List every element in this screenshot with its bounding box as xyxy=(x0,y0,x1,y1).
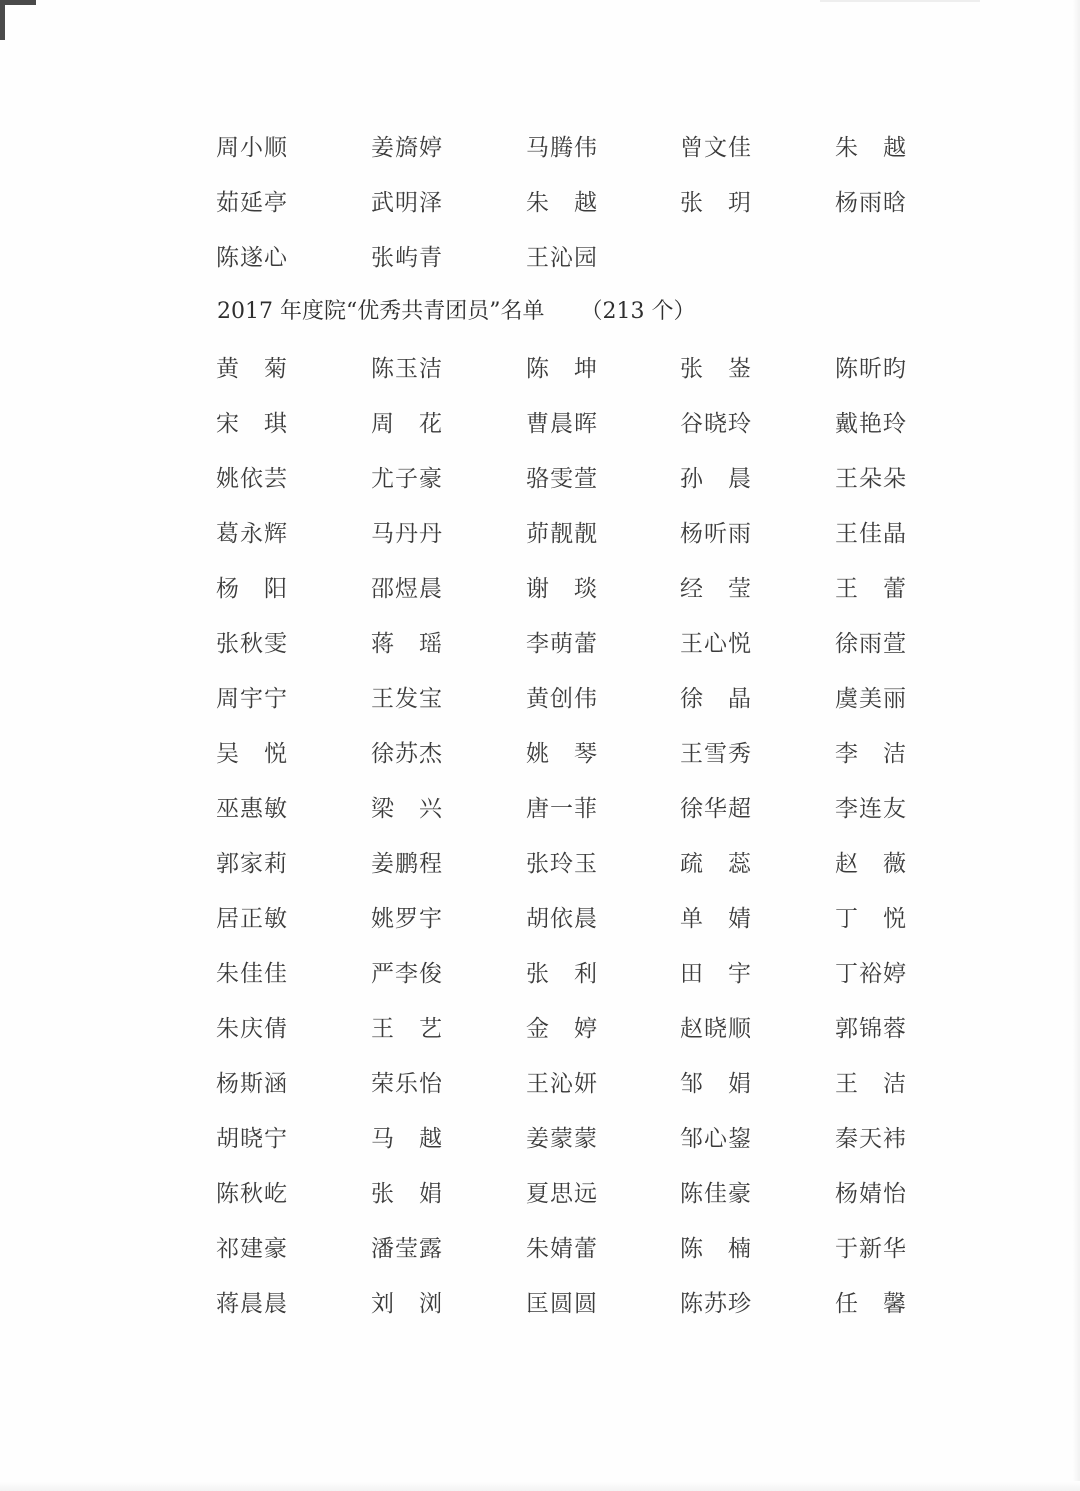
name-entry: 姚依芸 xyxy=(216,466,288,492)
name-row xyxy=(0,734,1080,774)
name-entry: 姚 琴 xyxy=(526,741,598,767)
name-entry: 张 玥 xyxy=(680,190,752,216)
name-row xyxy=(0,624,1080,664)
name-row xyxy=(0,569,1080,609)
name-entry: 刘 浏 xyxy=(371,1291,443,1317)
scan-corner-mark xyxy=(0,0,36,40)
name-entry: 荣乐怡 xyxy=(371,1071,443,1097)
name-entry: 陈 坤 xyxy=(526,356,598,382)
name-entry: 杨听雨 xyxy=(680,521,752,547)
name-entry: 邵煜晨 xyxy=(371,576,443,602)
name-entry: 胡晓宁 xyxy=(216,1126,288,1152)
name-entry: 虞美丽 xyxy=(835,686,907,712)
name-entry: 武明泽 xyxy=(371,190,443,216)
name-row xyxy=(0,954,1080,994)
name-entry: 胡依晨 xyxy=(526,906,598,932)
name-entry: 朱 越 xyxy=(526,190,598,216)
name-entry: 邹心鋆 xyxy=(680,1126,752,1152)
name-entry: 张 娟 xyxy=(371,1181,443,1207)
name-row xyxy=(0,1229,1080,1269)
name-entry: 马丹丹 xyxy=(371,521,443,547)
name-entry: 曹晨晖 xyxy=(526,411,598,437)
name-entry: 周 花 xyxy=(371,411,443,437)
name-entry: 陈苏珍 xyxy=(680,1291,752,1317)
name-entry: 朱佳佳 xyxy=(216,961,288,987)
name-entry: 李 洁 xyxy=(835,741,907,767)
section-title: 2017 年度院“优秀共青团员”名单 xyxy=(217,299,545,324)
name-entry: 茆靓靓 xyxy=(526,521,598,547)
name-entry: 马腾伟 xyxy=(526,135,598,161)
scan-top-edge xyxy=(820,0,980,2)
name-entry: 张屿青 xyxy=(371,245,443,271)
name-entry: 李萌蕾 xyxy=(526,631,598,657)
name-row xyxy=(0,459,1080,499)
name-entry: 陈遂心 xyxy=(216,245,288,271)
name-row xyxy=(0,1119,1080,1159)
name-entry: 葛永辉 xyxy=(216,521,288,547)
name-entry: 朱庆倩 xyxy=(216,1016,288,1042)
name-entry: 唐一菲 xyxy=(526,796,598,822)
name-entry: 任 馨 xyxy=(835,1291,907,1317)
name-entry: 蒋 瑶 xyxy=(371,631,443,657)
name-entry: 徐雨萱 xyxy=(835,631,907,657)
name-row xyxy=(0,238,1080,278)
name-entry: 吴 悦 xyxy=(216,741,288,767)
name-entry: 赵晓顺 xyxy=(680,1016,752,1042)
name-entry: 王沁妍 xyxy=(526,1071,598,1097)
name-entry: 朱 越 xyxy=(835,135,907,161)
name-row xyxy=(0,128,1080,168)
name-entry: 金 婷 xyxy=(526,1016,598,1042)
name-entry: 孙 晨 xyxy=(680,466,752,492)
name-entry: 疏 蕊 xyxy=(680,851,752,877)
name-row xyxy=(0,183,1080,223)
name-row xyxy=(0,899,1080,939)
name-row xyxy=(0,1174,1080,1214)
name-entry: 田 宇 xyxy=(680,961,752,987)
name-entry: 王佳晶 xyxy=(835,521,907,547)
name-entry: 巫惠敏 xyxy=(216,796,288,822)
name-entry: 周宇宁 xyxy=(216,686,288,712)
name-entry: 戴艳玲 xyxy=(835,411,907,437)
name-entry: 陈昕昀 xyxy=(835,356,907,382)
name-entry: 陈秋屹 xyxy=(216,1181,288,1207)
name-entry: 蒋晨晨 xyxy=(216,1291,288,1317)
name-entry: 杨 阳 xyxy=(216,576,288,602)
name-entry: 宋 琪 xyxy=(216,411,288,437)
name-entry: 曾文佳 xyxy=(680,135,752,161)
name-entry: 王心悦 xyxy=(680,631,752,657)
name-entry: 王沁园 xyxy=(526,245,598,271)
name-row xyxy=(0,789,1080,829)
name-entry: 陈 楠 xyxy=(680,1236,752,1262)
name-entry: 徐 晶 xyxy=(680,686,752,712)
name-entry: 姜蒙蒙 xyxy=(526,1126,598,1152)
name-entry: 王 洁 xyxy=(835,1071,907,1097)
name-entry: 朱婧蕾 xyxy=(526,1236,598,1262)
name-entry: 秦天袆 xyxy=(835,1126,907,1152)
name-row xyxy=(0,1284,1080,1324)
name-entry: 姚罗宇 xyxy=(371,906,443,932)
name-entry: 马 越 xyxy=(371,1126,443,1152)
name-row xyxy=(0,349,1080,389)
name-entry: 王 蕾 xyxy=(835,576,907,602)
name-entry: 经 莹 xyxy=(680,576,752,602)
name-entry: 姜旖婷 xyxy=(371,135,443,161)
name-entry: 王发宝 xyxy=(371,686,443,712)
section-count: （213 个） xyxy=(580,299,696,324)
name-entry: 徐苏杰 xyxy=(371,741,443,767)
name-entry: 杨雨晗 xyxy=(835,190,907,216)
name-entry: 骆雯萱 xyxy=(526,466,598,492)
name-entry: 匡圆圆 xyxy=(526,1291,598,1317)
name-row xyxy=(0,679,1080,719)
section-heading xyxy=(217,292,695,332)
name-entry: 张 利 xyxy=(526,961,598,987)
name-entry: 梁 兴 xyxy=(371,796,443,822)
name-entry: 茹延亭 xyxy=(216,190,288,216)
name-entry: 王 艺 xyxy=(371,1016,443,1042)
name-entry: 黄 菊 xyxy=(216,356,288,382)
name-entry: 张玲玉 xyxy=(526,851,598,877)
name-row xyxy=(0,844,1080,884)
name-entry: 姜鹏程 xyxy=(371,851,443,877)
name-entry: 杨婧怡 xyxy=(835,1181,907,1207)
name-entry: 尤子豪 xyxy=(371,466,443,492)
name-entry: 黄创伟 xyxy=(526,686,598,712)
name-entry: 严李俊 xyxy=(371,961,443,987)
name-entry: 徐华超 xyxy=(680,796,752,822)
name-row xyxy=(0,1009,1080,1049)
name-entry: 张秋雯 xyxy=(216,631,288,657)
name-entry: 李连友 xyxy=(835,796,907,822)
name-entry: 丁 悦 xyxy=(835,906,907,932)
name-entry: 潘莹露 xyxy=(371,1236,443,1262)
name-row xyxy=(0,1064,1080,1104)
name-entry: 周小顺 xyxy=(216,135,288,161)
name-entry: 祁建豪 xyxy=(216,1236,288,1262)
name-entry: 郭锦蓉 xyxy=(835,1016,907,1042)
name-entry: 于新华 xyxy=(835,1236,907,1262)
name-entry: 张 崟 xyxy=(680,356,752,382)
name-row xyxy=(0,404,1080,444)
name-entry: 王朵朵 xyxy=(835,466,907,492)
scan-bottom-edge xyxy=(0,1481,1080,1491)
name-entry: 单 婧 xyxy=(680,906,752,932)
name-row xyxy=(0,514,1080,554)
name-entry: 夏思远 xyxy=(526,1181,598,1207)
name-entry: 陈玉洁 xyxy=(371,356,443,382)
name-entry: 邹 娟 xyxy=(680,1071,752,1097)
name-entry: 赵 薇 xyxy=(835,851,907,877)
name-entry: 王雪秀 xyxy=(680,741,752,767)
name-entry: 陈佳豪 xyxy=(680,1181,752,1207)
name-entry: 居正敏 xyxy=(216,906,288,932)
name-entry: 郭家莉 xyxy=(216,851,288,877)
name-entry: 谢 琰 xyxy=(526,576,598,602)
name-entry: 谷晓玲 xyxy=(680,411,752,437)
name-entry: 杨斯涵 xyxy=(216,1071,288,1097)
name-entry: 丁裕婷 xyxy=(835,961,907,987)
